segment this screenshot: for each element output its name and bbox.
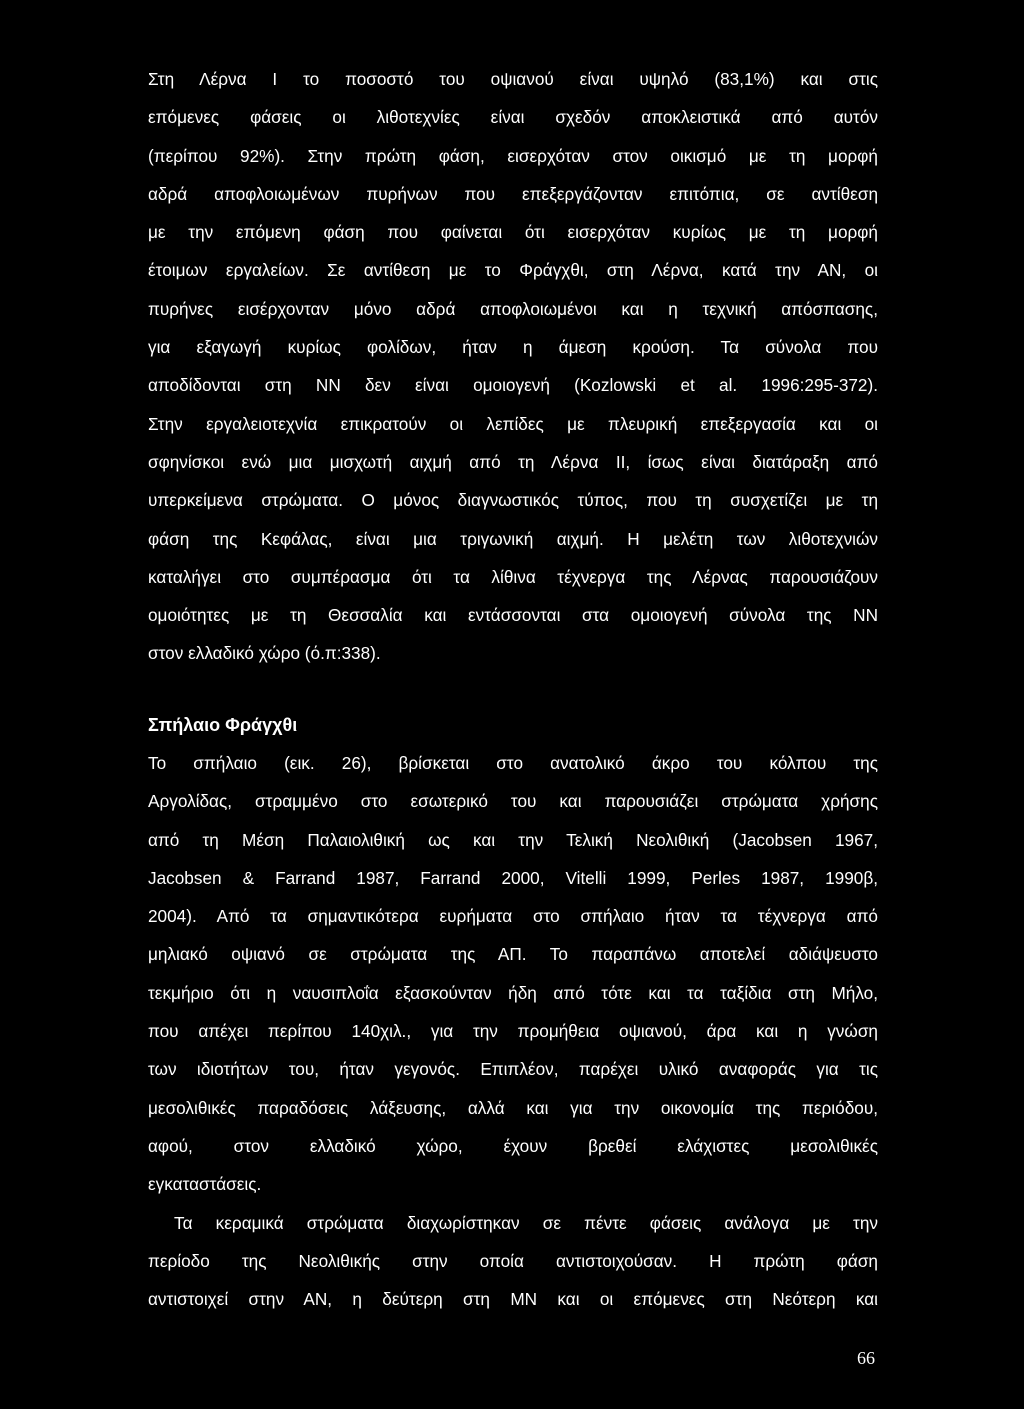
- text-line: μηλιακό οψιανό σε στρώματα της ΑΠ. Το παραπάνω αποτελεί αδιάψευστο: [148, 944, 878, 965]
- section-body: [148, 744, 878, 1318]
- text-line: Αργολίδας, στραμμένο στο εσωτερικό του και παρουσιάζει στρώματα χρήσης: [148, 791, 878, 812]
- text-line: καταλήγει στο συμπέρασμα ότι τα λίθινα τέχνεργα της Λέρνας παρουσιάζουν: [148, 566, 878, 587]
- paragraph-2: [148, 744, 878, 1204]
- text-line: περίοδο της Νεολιθικής στην οποία αντιστοιχούσαν. Η πρώτη φάση: [148, 1250, 878, 1271]
- text-line: αδρά αποφλοιωμένων πυρήνων που επεξεργάζονταν επιτόπια, σε αντίθεση: [148, 183, 878, 204]
- text-line: τεκμήριο ότι η ναυσιπλοΐα εξασκούνταν ήδη από τότε και τα ταξίδια στη Μήλο,: [148, 982, 878, 1003]
- text-line: ομοιότητες με τη Θεσσαλία και εντάσσονται στα ομοιογενή σύνολα της ΝΝ: [148, 605, 878, 626]
- paragraph-1: [148, 60, 878, 673]
- text-line: (περίπου 92%). Στην πρώτη φάση, εισερχόταν στον οικισμό με τη μορφή: [148, 145, 878, 166]
- text-line: αντιστοιχεί στην ΑΝ, η δεύτερη στη ΜΝ και οι επόμενες στη Νεότερη και: [148, 1289, 878, 1310]
- text-line: υπερκείμενα στρώματα. Ο μόνος διαγνωστικός τύπος, που τη συσχετίζει με τη: [148, 490, 878, 511]
- text-line: αφού, στον ελλαδικό χώρο, έχουν βρεθεί ελάχιστες μεσολιθικές: [148, 1135, 878, 1156]
- text-line: φάση της Κεφάλας, είναι μια τριγωνική αιχμή. Η μελέτη των λιθοτεχνιών: [148, 528, 878, 549]
- paragraph-3: [148, 1204, 878, 1319]
- text-line: στον ελλαδικό χώρο (ό.π:338).: [148, 643, 381, 664]
- text-line: σφηνίσκοι ενώ μια μισχωτή αιχμή από τη Λέρνα ΙΙ, ίσως είναι διατάραξη από: [148, 451, 878, 472]
- text-line: Τα κεραμικά στρώματα διαχωρίστηκαν σε πέντε φάσεις ανάλογα με την: [174, 1212, 878, 1233]
- text-line: με την επόμενη φάση που φαίνεται ότι εισερχόταν κυρίως με τη μορφή: [148, 222, 878, 243]
- text-line: Στην εργαλειοτεχνία επικρατούν οι λεπίδες με πλευρική επεξεργασία και οι: [148, 413, 878, 434]
- text-line: μεσολιθικές παραδόσεις λάξευσης, αλλά και για την οικονομία της περιόδου,: [148, 1097, 878, 1118]
- text-line: που απέχει περίπου 140χιλ., για την προμήθεια οψιανού, άρα και η γνώση: [148, 1021, 878, 1042]
- text-line: πυρήνες εισέρχονταν μόνο αδρά αποφλοιωμένοι και η τεχνική απόσπασης,: [148, 298, 878, 319]
- text-line: αποδίδονται στη ΝΝ δεν είναι ομοιογενή (Kozlowski et al. 1996:295-372).: [148, 375, 878, 396]
- text-line: από τη Μέση Παλαιολιθική ως και την Τελική Νεολιθική (Jacobsen 1967,: [148, 829, 878, 850]
- text-line: Το σπήλαιο (εικ. 26), βρίσκεται στο ανατολικό άκρο του κόλπου της: [148, 753, 878, 773]
- text-line: έτοιμων εργαλείων. Σε αντίθεση με το Φράγχθι, στη Λέρνα, κατά την ΑΝ, οι: [148, 260, 878, 281]
- text-line: για εξαγωγή κυρίως φολίδων, ήταν η άμεση κρούση. Τα σύνολα που: [148, 337, 878, 358]
- text-line: των ιδιοτήτων του, ήταν γεγονός. Επιπλέον, παρέχει υλικό αναφοράς για τις: [148, 1059, 878, 1080]
- text-line: εγκαταστάσεις.: [148, 1174, 262, 1195]
- text-line: Jacobsen & Farrand 1987, Farrand 2000, Vitelli 1999, Perles 1987, 1990β,: [148, 867, 878, 888]
- text-line: 2004). Από τα σημαντικότερα ευρήματα στο σπήλαιο ήταν τα τέχνεργα από: [148, 906, 878, 927]
- page-number: 66: [857, 1348, 875, 1368]
- text-line: επόμενες φάσεις οι λιθοτεχνίες είναι σχεδόν αποκλειστικά από αυτόν: [148, 107, 878, 128]
- section-heading: Σπήλαιο Φράγχθι: [148, 715, 298, 735]
- text-line: Στη Λέρνα Ι το ποσοστό του οψιανού είναι υψηλό (83,1%) και στις: [148, 69, 878, 89]
